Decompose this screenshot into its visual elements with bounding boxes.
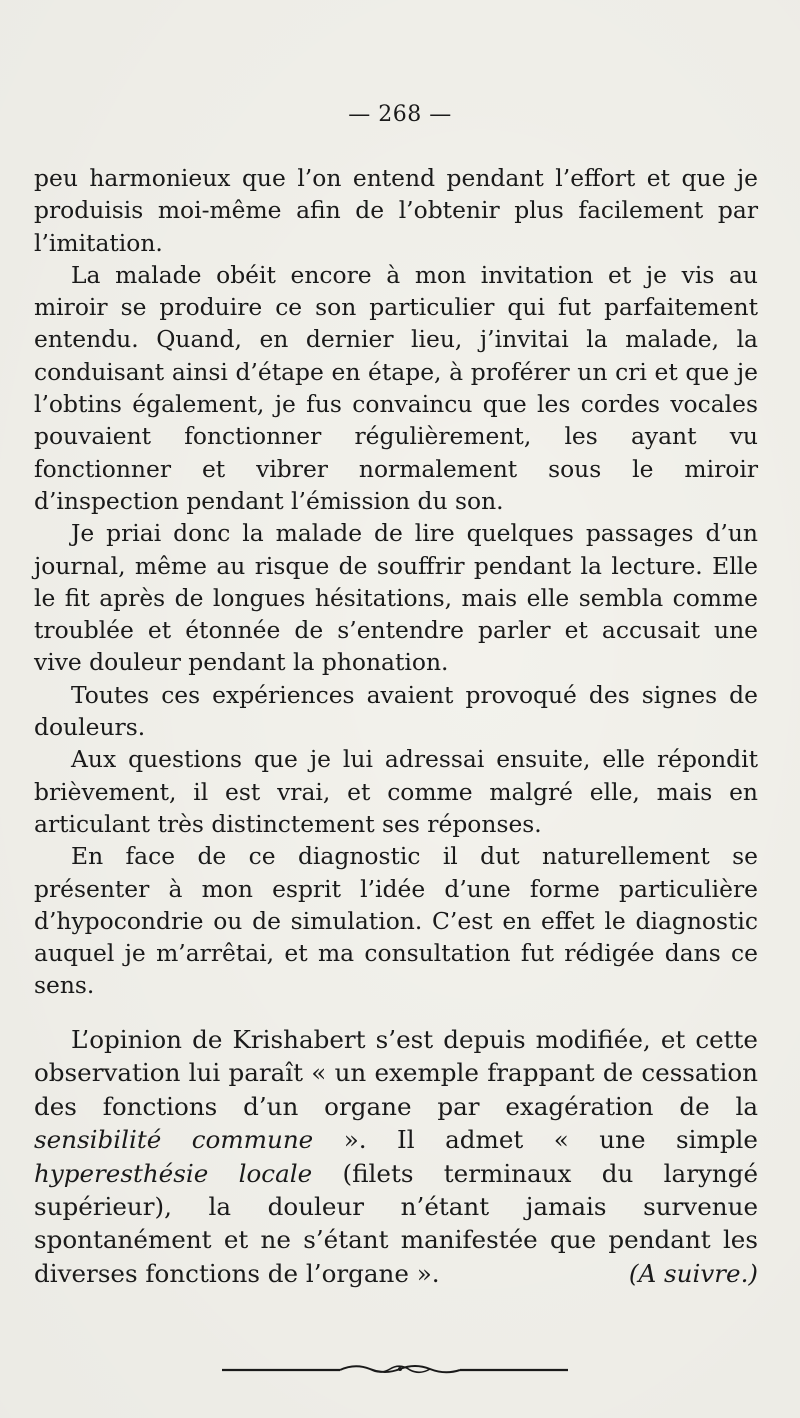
- main-text: [34, 162, 758, 1002]
- commentary-part-1: L’opinion de Krishabert s’est depuis modifiée, et cette observation lui paraît « un exemple frappant de cessation des fonctions d’un organe par exagération de la: [34, 1025, 758, 1121]
- paragraph-2: La malade obéit encore à mon invitation et je vis au miroir se produire ce son particulier qui fut parfaitement entendu. Quand, en dernier lieu, j’invitai la malade, la conduisant ainsi d’étape en étape, à proférer un cri et que je l’obtins également, je fus convaincu que les cordes vocales pouvaient fonctionner régulièrement, les ayant vu fonctionner et vibrer normalement sous le miroir d’inspection pendant l’émission du son.: [34, 260, 758, 515]
- paragraph-1: peu harmonieux que l’on entend pendant l’effort et que je produisis moi-même afin de l’obtenir plus facilement par l’imitation.: [34, 164, 758, 257]
- italic-hyperesthesie-locale: hyperesthésie locale: [34, 1158, 313, 1188]
- italic-sensibilite-commune: sensibilité commune: [34, 1125, 314, 1155]
- to-be-continued: (A suivre.): [628, 1258, 758, 1288]
- paragraph-5: Aux questions que je lui adressai ensuite, elle répondit brièvement, il est vrai, et comme malgré elle, mais en articulant très distinctement ses réponses.: [34, 745, 758, 838]
- commentary-text: [34, 1023, 758, 1290]
- ornament-icon: [220, 1362, 580, 1376]
- commentary-paragraph: [34, 1023, 758, 1290]
- paragraph-6: En face de ce diagnostic il dut naturellement se présenter à mon esprit l’idée d’une forme particulière d’hypocondrie ou de simulation. C’est en effet le diagnostic auquel je m’arrêtai, et ma consultation fut rédigée dans ce sens.: [34, 842, 758, 1000]
- page-number: — 268 —: [348, 102, 452, 127]
- commentary-part-2: ». Il admet « une simple: [313, 1125, 758, 1155]
- commentary-part-3: (filets terminaux du laryngé supérieur), la douleur n’étant jamais survenue spontanément et ne s’étant manifestée que pendant les diverses fonctions de l’organe ».: [34, 1158, 758, 1288]
- paragraph-4: Toutes ces expériences avaient provoqué des signes de douleurs.: [34, 680, 758, 742]
- paragraph-3: Je priai donc la malade de lire quelques passages d’un journal, même au risque de souffrir pendant la lecture. Elle le fit après de longues hésitations, mais elle sembla comme troublée et étonnée de s’entendre parler et accusait une vive douleur pendant la phonation.: [34, 519, 758, 677]
- ornamental-rule: [0, 1362, 800, 1376]
